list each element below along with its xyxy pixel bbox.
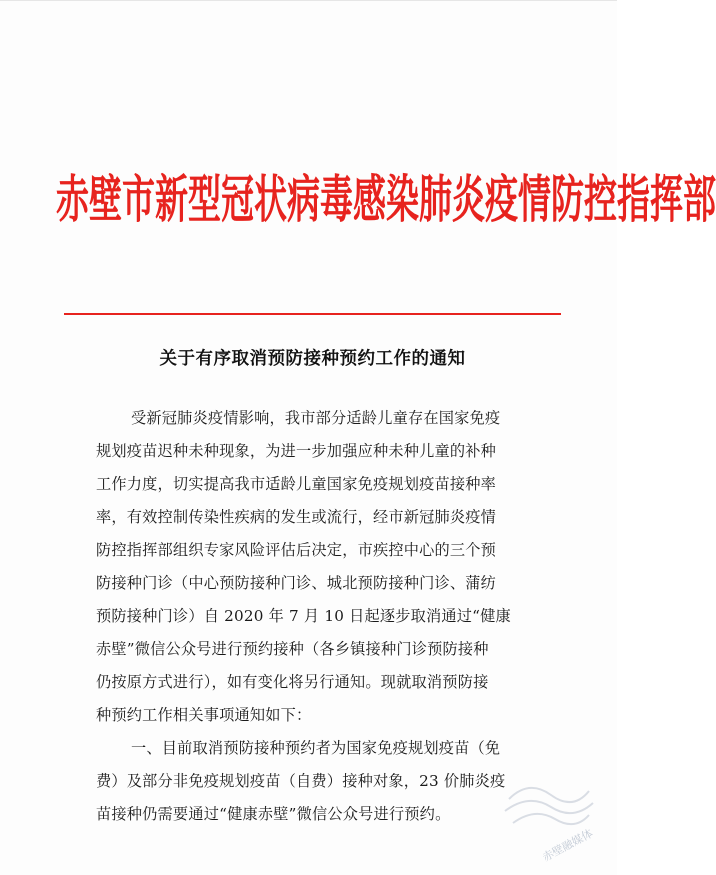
body-line: 工作力度，切实提高我市适龄儿童国家免疫规划疫苗接种率 <box>96 475 497 493</box>
body-line: 防控指挥部组织专家风险评估后决定，市疾控中心的三个预 <box>96 541 497 559</box>
body-line: 受新冠肺炎疫情影响，我市部分适龄儿童存在国家免疫 <box>131 409 501 427</box>
body-line: 赤壁”微信公众号进行预约接种（各乡镇接种门诊预防接种 <box>96 640 489 658</box>
body-line: 防接种门诊（中心预防接种门诊、城北预防接种门诊、蒲纺 <box>96 574 497 592</box>
body-line: 仍按原方式进行），如有变化将另行通知。现就取消预防接 <box>96 673 489 691</box>
body-line: 率，有效控制传染性疾病的发生或流行，经市新冠肺炎疫情 <box>96 508 497 526</box>
body-line: 规划疫苗迟种未种现象，为进一步加强应种未种儿童的补种 <box>96 442 497 460</box>
body-line: 种预约工作相关事项通知如下： <box>96 706 312 724</box>
notice-title: 关于有序取消预防接种预约工作的通知 <box>159 349 466 369</box>
body-line: 一、目前取消预防接种预约者为国家免疫规划疫苗（免 <box>131 739 501 757</box>
body-line: 费）及部分非免疫规划疫苗（自费）接种对象，23 价肺炎疫 <box>96 772 506 790</box>
red-header-title: 赤壁市新型冠状病毒感染肺炎疫情防控指挥部 <box>56 169 716 230</box>
watermark-text: 赤壁融媒体 <box>540 826 596 865</box>
body-line: 预防接种门诊）自 2020 年 7 月 10 日起逐步取消通过“健康 <box>96 607 511 625</box>
body-line: 苗接种仍需要通过“健康赤壁”微信公众号进行预约。 <box>96 805 451 823</box>
